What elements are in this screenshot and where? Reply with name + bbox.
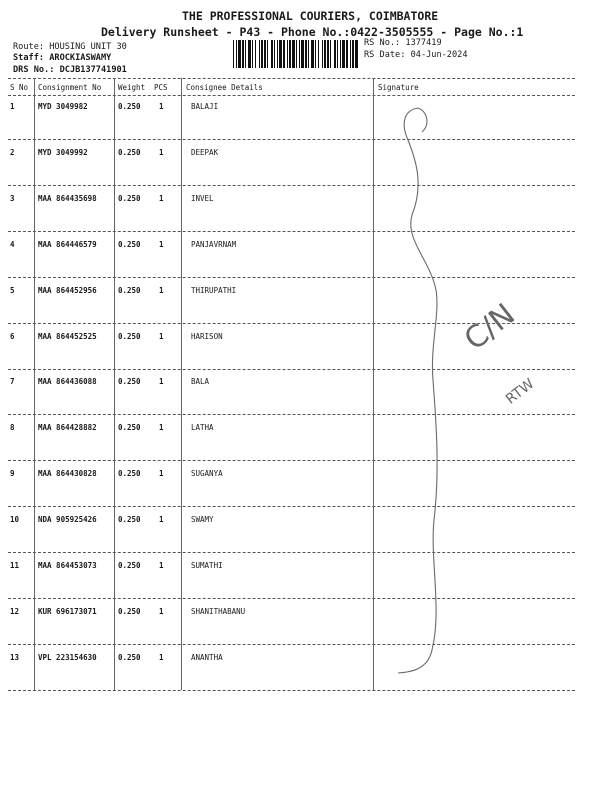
row-consignee: THIRUPATHI <box>191 286 237 295</box>
row-weight: 0.250 <box>118 148 141 157</box>
handwritten-cn-note: C/N <box>458 297 522 358</box>
row-sno: 2 <box>10 148 15 157</box>
row-consignment-no: VPL 223154630 <box>38 653 97 662</box>
row-consignee: SUMATHI <box>191 561 223 570</box>
rs-no-value: 1377419 <box>405 38 442 48</box>
rs-no-label: RS No.: <box>364 38 401 48</box>
row-weight: 0.250 <box>118 286 141 295</box>
col-header-pcs: PCS <box>154 83 168 92</box>
row-pcs: 1 <box>159 561 164 570</box>
row-consignee: DEEPAK <box>191 148 219 157</box>
row-sno: 6 <box>10 332 15 341</box>
row-consignment-no: NDA 905925426 <box>38 515 97 524</box>
row-consignee: BALA <box>191 377 210 386</box>
row-pcs: 1 <box>159 607 164 616</box>
row-consignment-no: MAA 864453073 <box>38 561 97 570</box>
col-header-weight: Weight <box>118 83 146 92</box>
runsheet-subtitle: Delivery Runsheet - P43 - Phone No.:0422-3505555 - Page No.:1 <box>101 25 524 39</box>
row-pcs: 1 <box>159 102 164 111</box>
row-weight: 0.250 <box>118 469 141 478</box>
row-consignment-no: MAA 864436088 <box>38 377 97 386</box>
row-sno: 11 <box>10 561 20 570</box>
row-consignee: HARISON <box>191 332 223 341</box>
route-value: HOUSING UNIT 30 <box>49 42 127 52</box>
row-sno: 13 <box>10 653 20 662</box>
row-sno: 8 <box>10 423 15 432</box>
col-header-consignee: Consignee Details <box>186 83 263 92</box>
row-consignee: SHANITHABANU <box>191 607 246 616</box>
row-pcs: 1 <box>159 332 164 341</box>
col-header-signature: Signature <box>378 83 419 92</box>
row-consignee: BALAJI <box>191 102 219 111</box>
row-pcs: 1 <box>159 423 164 432</box>
route-label: Route: <box>13 42 45 52</box>
row-consignee: INVEL <box>191 194 214 203</box>
drs-value: DCJB137741901 <box>59 65 127 75</box>
row-consignment-no: MAA 864428882 <box>38 423 97 432</box>
row-pcs: 1 <box>159 148 164 157</box>
row-consignment-no: MAA 864430828 <box>38 469 97 478</box>
row-weight: 0.250 <box>118 240 141 249</box>
col-header-sno: S No <box>10 83 29 92</box>
row-consignee: SWAMY <box>191 515 214 524</box>
row-weight: 0.250 <box>118 377 141 386</box>
row-pcs: 1 <box>159 377 164 386</box>
staff-label: Staff: <box>13 53 45 63</box>
row-pcs: 1 <box>159 286 164 295</box>
row-sno: 12 <box>10 607 20 616</box>
company-title: THE PROFESSIONAL COURIERS, COIMBATORE <box>182 9 439 23</box>
row-sno: 4 <box>10 240 15 249</box>
row-consignment-no: MAA 864435698 <box>38 194 97 203</box>
col-header-consignment: Consignment No <box>38 83 102 92</box>
drs-label: DRS No.: <box>13 65 55 75</box>
row-consignment-no: MYD 3049982 <box>38 102 88 111</box>
row-sno: 10 <box>10 515 20 524</box>
row-weight: 0.250 <box>118 332 141 341</box>
row-pcs: 1 <box>159 515 164 524</box>
row-weight: 0.250 <box>118 607 141 616</box>
row-pcs: 1 <box>159 240 164 249</box>
row-consignee: ANANTHA <box>191 653 223 662</box>
row-consignee: SUGANYA <box>191 469 223 478</box>
row-pcs: 1 <box>159 469 164 478</box>
row-weight: 0.250 <box>118 102 141 111</box>
row-consignee: LATHA <box>191 423 214 432</box>
row-sno: 9 <box>10 469 15 478</box>
row-pcs: 1 <box>159 653 164 662</box>
row-consignee: PANJAVRNAM <box>191 240 237 249</box>
staff-value: AROCKIASWAMY <box>49 53 112 63</box>
row-consignment-no: MAA 864452956 <box>38 286 97 295</box>
row-sno: 7 <box>10 377 15 386</box>
row-consignment-no: MAA 864446579 <box>38 240 97 249</box>
row-consignment-no: KUR 696173071 <box>38 607 97 616</box>
rs-date-label: RS Date: <box>364 50 406 60</box>
row-weight: 0.250 <box>118 423 141 432</box>
row-weight: 0.250 <box>118 561 141 570</box>
row-sno: 3 <box>10 194 15 203</box>
handwritten-rtw-note: RTW <box>503 375 538 408</box>
row-weight: 0.250 <box>118 194 141 203</box>
row-sno: 5 <box>10 286 15 295</box>
row-sno: 1 <box>10 102 15 111</box>
row-consignment-no: MAA 864452525 <box>38 332 97 341</box>
row-weight: 0.250 <box>118 653 141 662</box>
row-weight: 0.250 <box>118 515 141 524</box>
rs-date-value: 04-Jun-2024 <box>410 50 468 60</box>
row-pcs: 1 <box>159 194 164 203</box>
row-consignment-no: MYD 3049992 <box>38 148 88 157</box>
